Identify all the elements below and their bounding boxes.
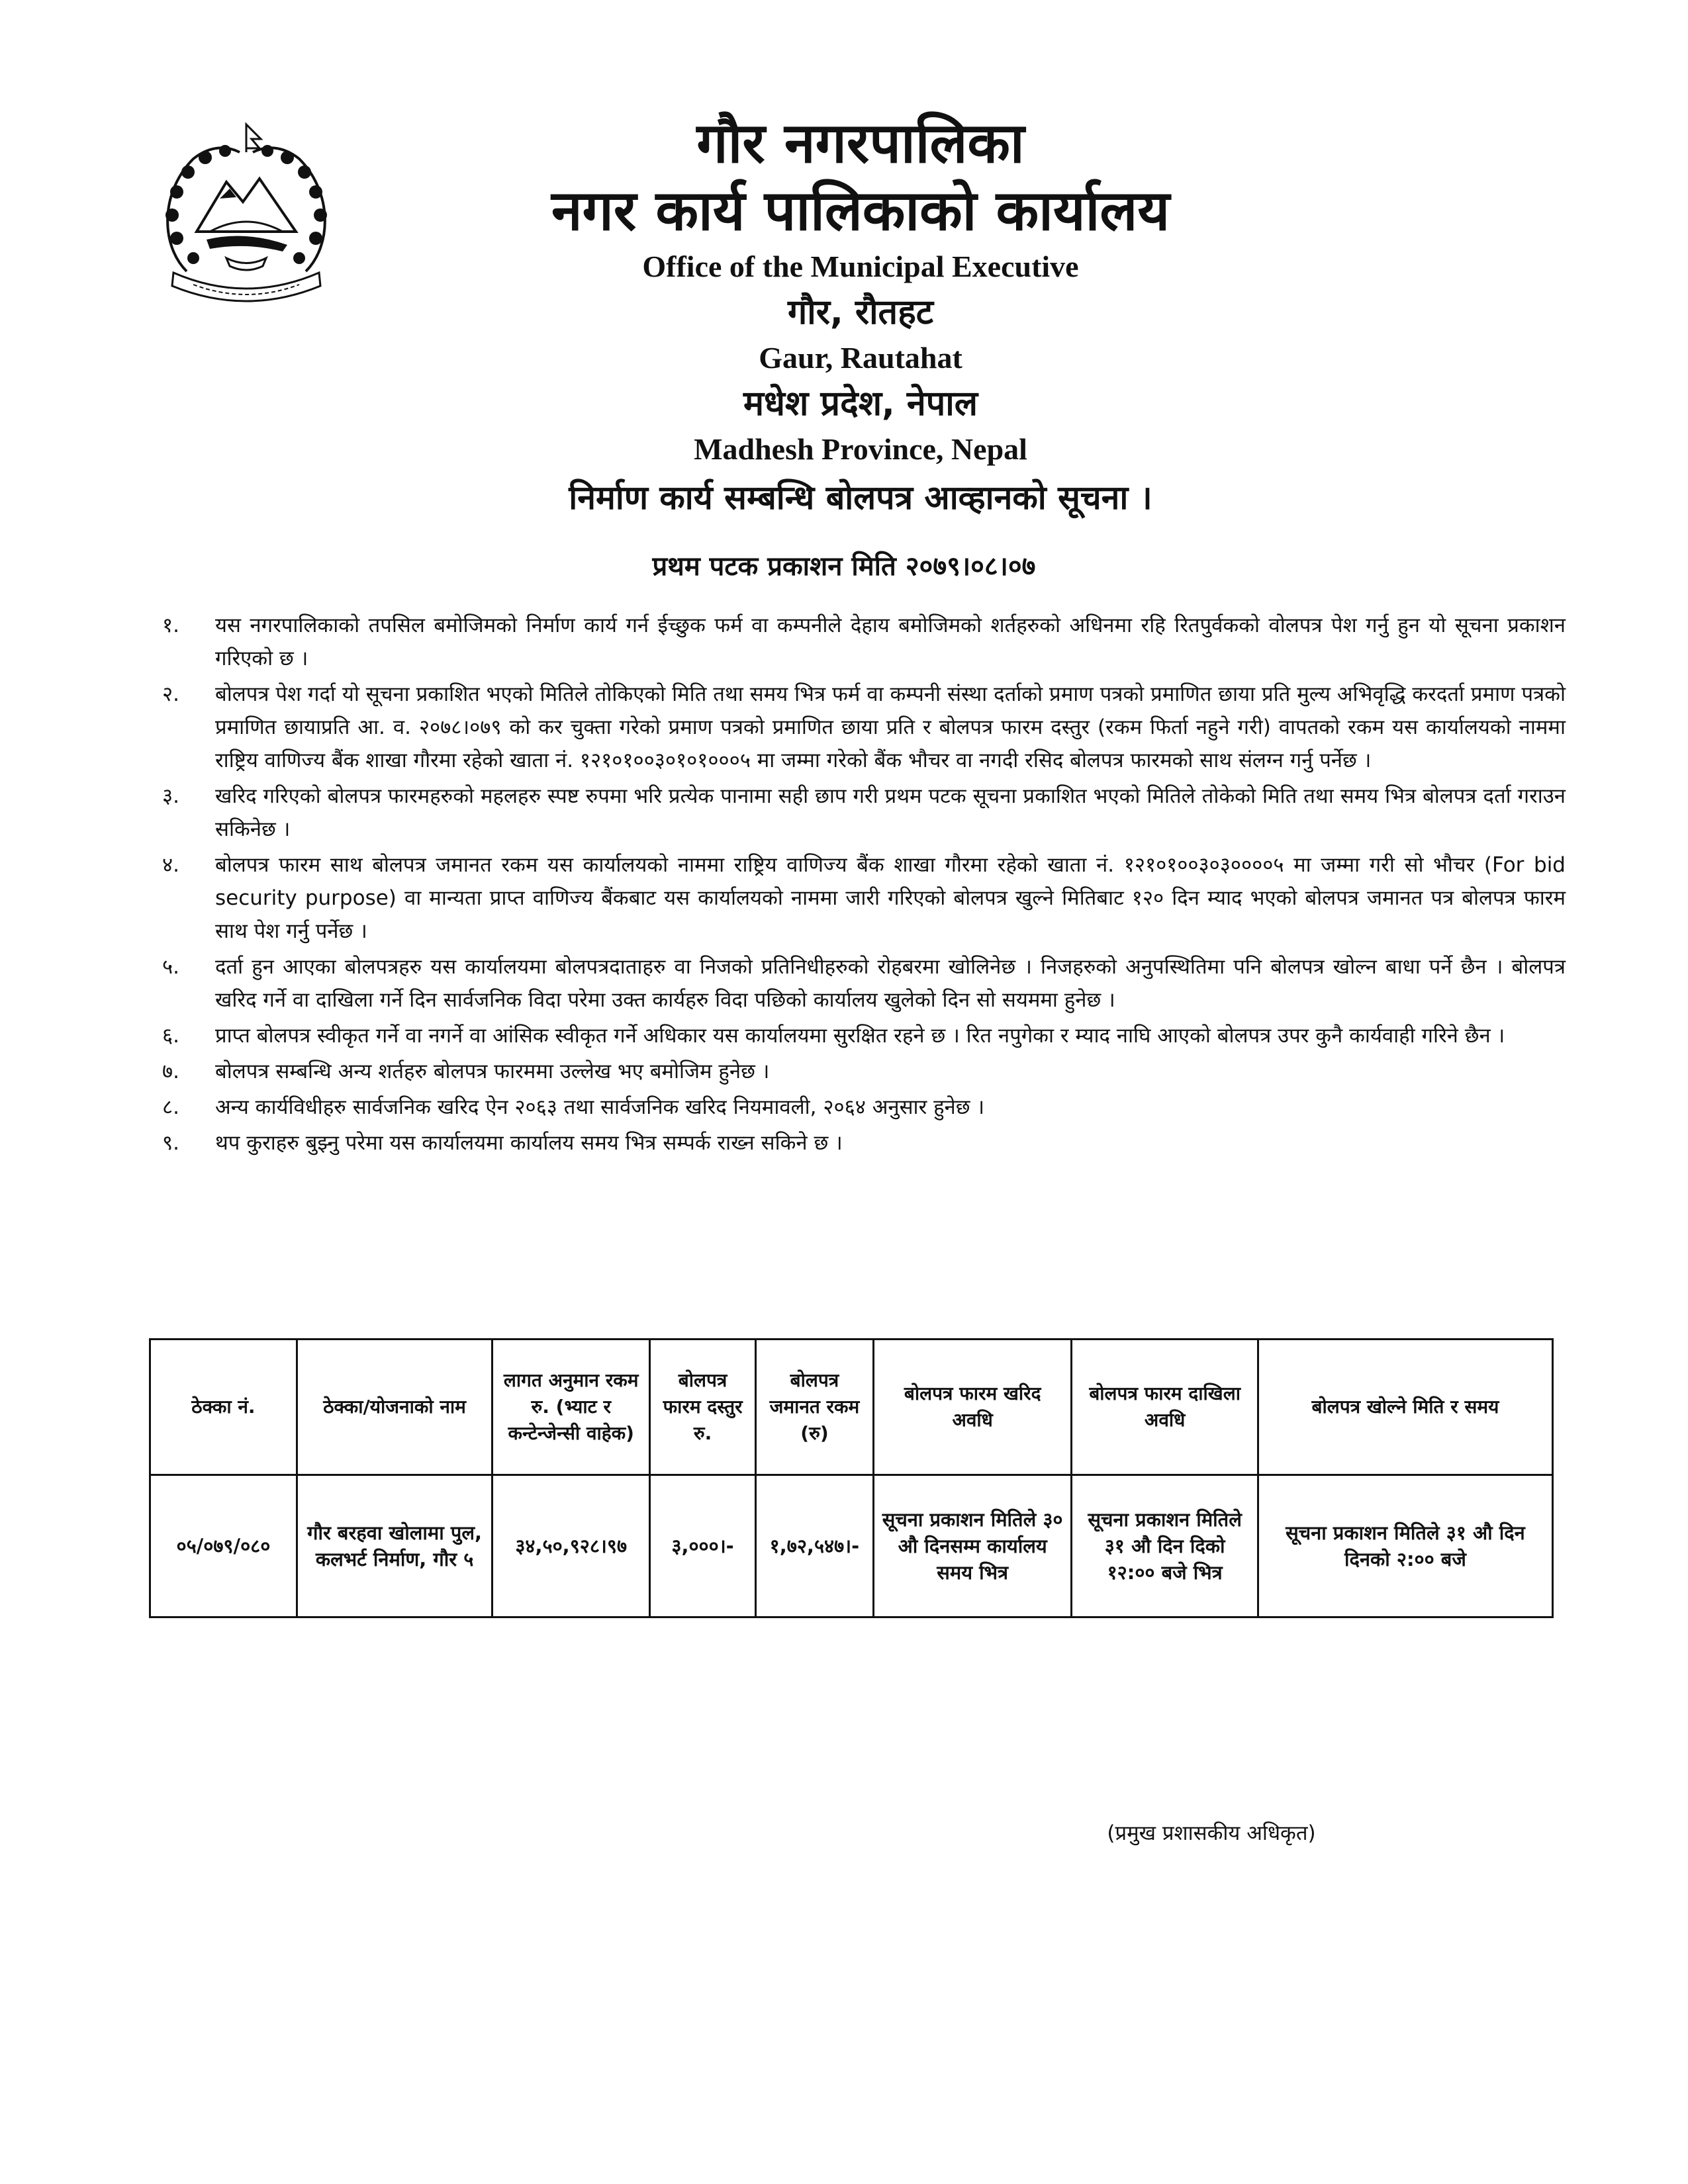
clause-item xyxy=(149,1019,1566,1052)
clause-number: १. xyxy=(162,614,179,637)
publication-date: प्रथम पटक प्रकाशन मिति २०७९।०८।०७ xyxy=(652,551,1036,582)
table-cell: ०५/०७९/०८० xyxy=(150,1475,297,1617)
column-header: बोलपत्र फारम खरिद अवधि xyxy=(873,1340,1071,1475)
clause-list xyxy=(149,609,1566,1162)
office-name-en: Office of the Municipal Executive xyxy=(642,250,1079,283)
table-cell: सूचना प्रकाशन मितिले ३१ औ दिन दिनको २:०० बजे xyxy=(1258,1475,1552,1617)
table-cell: सूचना प्रकाशन मितिले ३० औ दिनसम्म कार्यालय समय भित्र xyxy=(873,1475,1071,1617)
clause-item xyxy=(149,780,1566,846)
clause-number: २. xyxy=(162,682,179,706)
nepal-emblem-icon xyxy=(147,119,346,304)
clause-number: ९. xyxy=(162,1131,179,1155)
clause-text: खरिद गरिएको बोलपत्र फारमहरुको महलहरु स्पष्ट रुपमा भरि प्रत्येक पानामा सही छाप गरी प्रथम पटक सूचना प्रकाशित भएको मितिले तोकेको मिति तथा समय भित्र बोलपत्र दर्ता गराउन सकिनेछ । xyxy=(215,784,1566,841)
clause-item xyxy=(149,950,1566,1017)
clause-text: प्राप्त बोलपत्र स्वीकृत गर्ने वा नगर्ने वा आंसिक स्वीकृत गर्ने अधिकार यस कार्यालयमा सुरक्षित रहने छ । रित नपुगेका र म्याद नाघि आएको बोलपत्र उपर कुनै कार्यवाही गरिने छैन । xyxy=(215,1024,1505,1048)
clause-number: ८. xyxy=(162,1095,179,1119)
table-cell: ३,०००।- xyxy=(650,1475,756,1617)
tender-table xyxy=(149,1338,1554,1618)
clause-number: ७. xyxy=(162,1060,179,1083)
office-name-ne: नगर कार्य पालिकाको कार्यालय xyxy=(551,178,1170,243)
column-header: बोलपत्र जमानत रकम (रु) xyxy=(755,1340,873,1475)
clause-item xyxy=(149,1055,1566,1088)
clause-item xyxy=(149,678,1566,777)
column-header: लागत अनुमान रकम रु. (भ्याट र कन्टेन्जेन्सी वाहेक) xyxy=(492,1340,650,1475)
table-cell: सूचना प्रकाशन मितिले ३१ औ दिन दिको १२:०० बजे भित्र xyxy=(1072,1475,1258,1617)
org-name-ne: गौर नगरपालिका xyxy=(696,111,1025,175)
table-row xyxy=(150,1475,1553,1617)
province-ne: मधेश प्रदेश, नेपाल xyxy=(743,384,978,424)
clause-item xyxy=(149,609,1566,675)
clause-item xyxy=(149,1126,1566,1160)
column-header: बोलपत्र फारम दाखिला अवधि xyxy=(1072,1340,1258,1475)
clause-text: अन्य कार्यविधीहरु सार्वजनिक खरिद ऐन २०६३ तथा सार्वजनिक खरिद नियमावली, २०६४ अनुसार हुनेछ । xyxy=(215,1095,985,1119)
clause-text: दर्ता हुन आएका बोलपत्रहरु यस कार्यालयमा बोलपत्रदाताहरु वा निजको प्रतिनिधीहरुको रोहबरमा खोलिनेछ । निजहरुको अनुपस्थितिमा पनि बोलपत्र खोल्न बाधा पर्ने छैन । बोलपत्र खरिद गर्ने वा दाखिला गर्ने दिन सार्वजनिक विदा परेमा उक्त कार्यहरु विदा पछिको कार्यालय खुलेको दिन सो सयममा हुनेछ । xyxy=(215,955,1566,1012)
clause-text: थप कुराहरु बुझ्नु परेमा यस कार्यालयमा कार्यालय समय भित्र सम्पर्क राख्न सकिने छ । xyxy=(215,1131,843,1155)
clause-number: ५. xyxy=(162,955,179,979)
location-ne: गौर, रौतहट xyxy=(787,293,934,332)
table-header-row xyxy=(150,1340,1553,1475)
table-cell: १,७२,५४७।- xyxy=(755,1475,873,1617)
column-header: बोलपत्र खोल्ने मिति र समय xyxy=(1258,1340,1552,1475)
column-header: ठेक्का/योजनाको नाम xyxy=(297,1340,492,1475)
table-cell: गौर बरहवा खोलामा पुल, कलभर्ट निर्माण, गौर ५ xyxy=(297,1475,492,1617)
clause-text: बोलपत्र फारम साथ बोलपत्र जमानत रकम यस कार्यालयको नाममा राष्ट्रिय वाणिज्य बैंक शाखा गौरमा रहेको खाता नं. १२१०१००३०३००००५ मा जम्मा गरी सो भौचर (For bid security purpose) वा मान्यता प्राप्त वाणिज्य बैंकबाट यस कार्यालयको नाममा जारी गरिएको बोलपत्र खुल्ने मितिबाट १२० दिन म्याद भएको बोलपत्र जमानत पत्र बोलपत्र फारम साथ पेश गर्नु पर्नेछ । xyxy=(215,853,1566,943)
signature-title: (प्रमुख प्रशासकीय अधिकृत) xyxy=(1107,1821,1316,1845)
clause-item xyxy=(149,1091,1566,1124)
clause-number: ४. xyxy=(162,853,179,877)
notice-title: निर्माण कार्य सम्बन्धि बोलपत्र आव्हानको सूचना । xyxy=(569,478,1152,517)
column-header: ठेक्का नं. xyxy=(150,1340,297,1475)
clause-item xyxy=(149,848,1566,948)
clause-number: ६. xyxy=(162,1024,179,1048)
column-header: बोलपत्र फारम दस्तुर रु. xyxy=(650,1340,756,1475)
location-en: Gaur, Rautahat xyxy=(759,341,962,375)
clause-text: बोलपत्र सम्बन्धि अन्य शर्तहरु बोलपत्र फारममा उल्लेख भए बमोजिम हुनेछ । xyxy=(215,1060,770,1083)
clause-number: ३. xyxy=(162,784,179,808)
letterhead xyxy=(357,109,1364,523)
table-cell: ३४,५०,९२८।९७ xyxy=(492,1475,650,1617)
clause-text: बोलपत्र पेश गर्दा यो सूचना प्रकाशित भएको मितिले तोकिएको मिति तथा समय भित्र फर्म वा कम्पनी संस्था दर्ताको प्रमाण पत्रको प्रमाणित छाया प्रति मुल्य अभिवृद्धि करदर्ता प्रमाण पत्रको प्रमाणित छायाप्रति आ. व. २०७८।०७९ को कर चुक्ता गरेको प्रमाण पत्रको प्रमाणित छाया प्रति र बोलपत्र फारम दस्तुर (रकम फिर्ता नहुने गरी) वापतको रकम यस कार्यालयको नाममा राष्ट्रिय वाणिज्य बैंक शाखा गौरमा रहेको खाता नं. १२१०१००३०१०१०००५ मा जम्मा गरेको बैंक भौचर वा नगदी रसिद बोलपत्र फारमको साथ संलग्न गर्नु पर्नेछ । xyxy=(215,682,1566,772)
clause-text: यस नगरपालिकाको तपसिल बमोजिमको निर्माण कार्य गर्न ईच्छुक फर्म वा कम्पनीले देहाय बमोजिमको शर्तहरुको अधिनमा रहि रितपुर्वकको वोलपत्र पेश गर्नु हुन यो सूचना प्रकाशन गरिएको छ । xyxy=(215,614,1566,670)
province-en: Madhesh Province, Nepal xyxy=(694,432,1027,466)
